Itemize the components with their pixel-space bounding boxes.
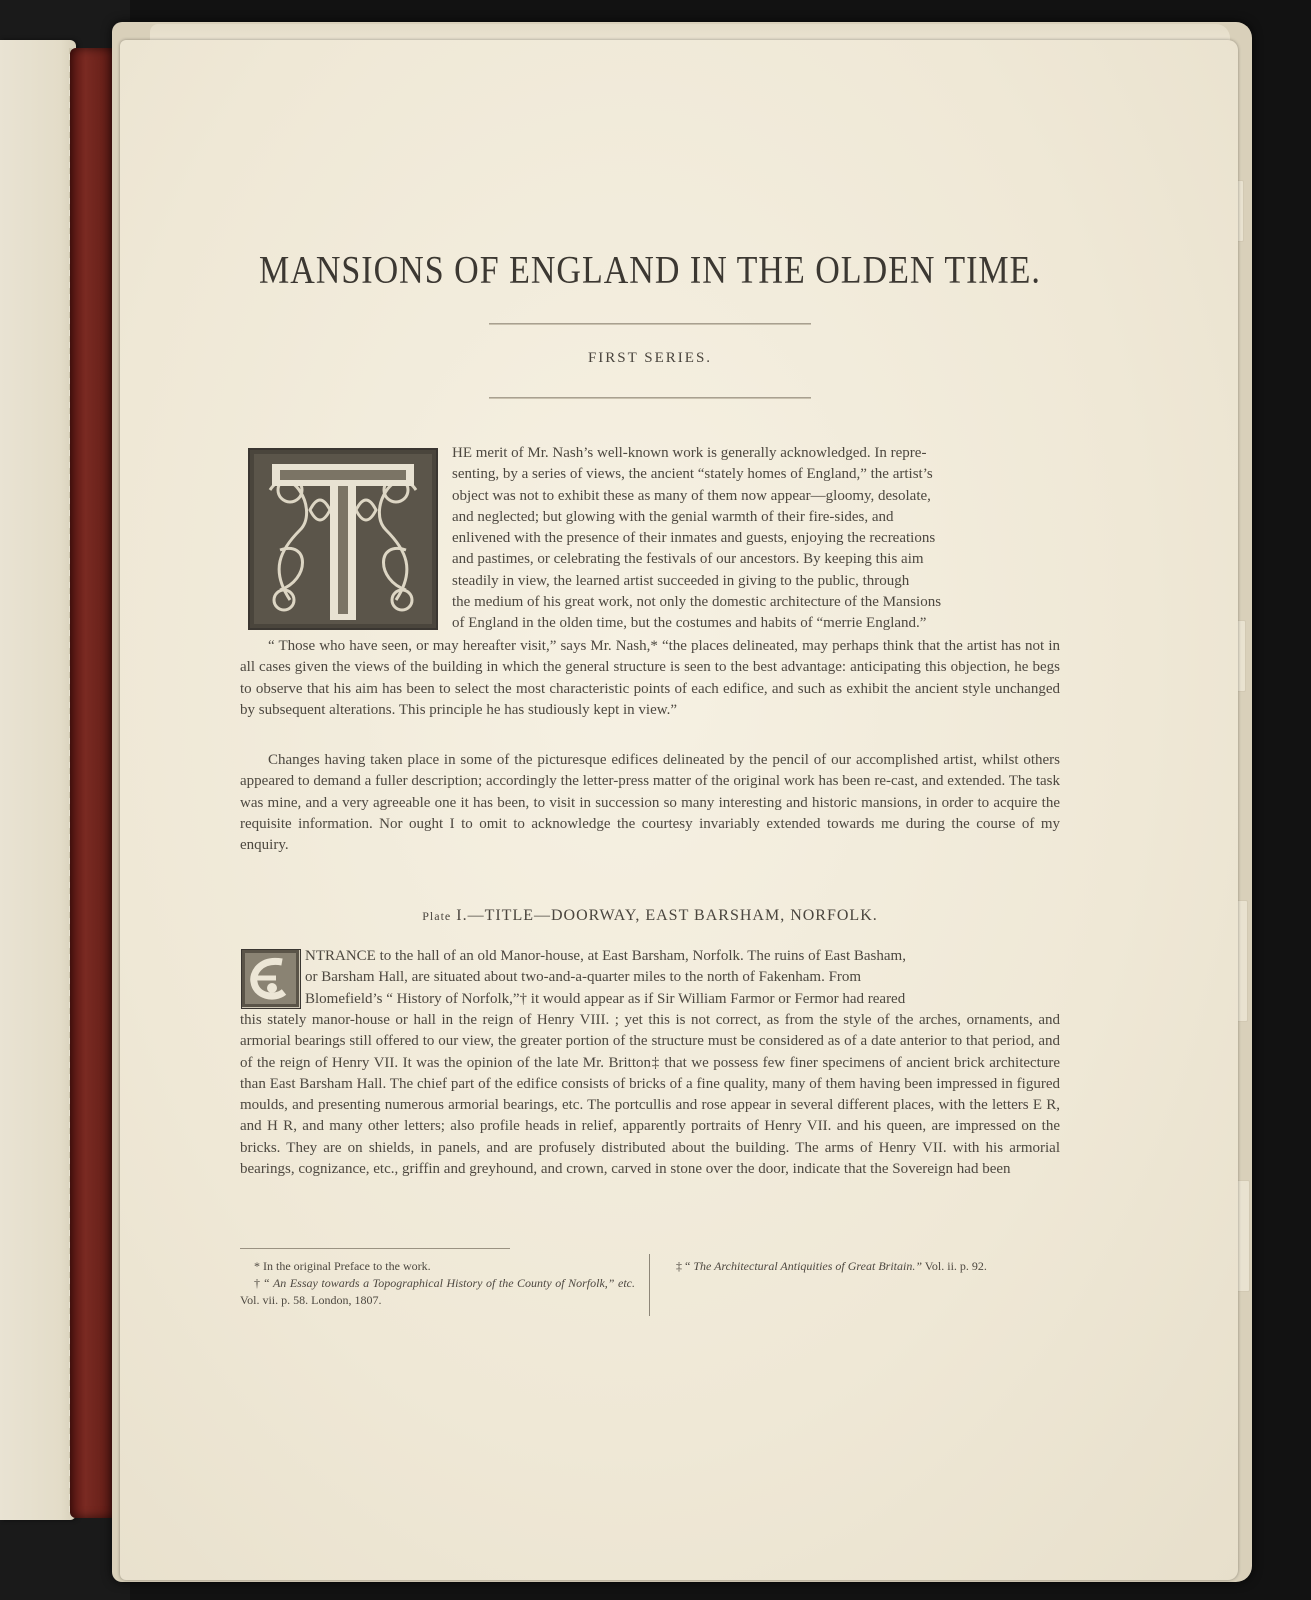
title-rule <box>489 323 811 325</box>
text-line: Blomefield’s “ History of Norfolk,”† it would appear as if Sir William Farmor or Fermor had reared <box>305 990 906 1007</box>
text-line: or Barsham Hall, are situated about two-and-a-quarter miles to the north of Fakenham. From <box>305 969 862 986</box>
changes-paragraph: Changes having taken place in some of the picturesque edifices delineated by the pencil of our accomplished artist, whilst others appeared to demand a fuller description; accordingly the letter-press matter of the original work has been re-cast, and extended. The task was mine, and a very agreeable one it has been, to visit in succession so many interesting and historic mansions, in order to acquire the requisite information. Nor ought I to omit to acknowledge the courtesy invariably extended towards me during the course of my enquiry. <box>240 752 1060 854</box>
text-line: and neglected; but glowing with the genial warmth of their fire-sides, and <box>452 508 894 525</box>
footnotes-left <box>240 1258 635 1309</box>
drop-cap-e-ornament <box>241 949 301 1009</box>
text-line: senting, by a series of views, the ancient “stately homes of England,” the artist’s <box>452 466 933 483</box>
footnotes <box>240 1258 1060 1320</box>
footnote-rule <box>240 1248 510 1249</box>
footnote-2 <box>240 1275 635 1309</box>
footnote-3-rest: Vol. ii. p. 92. <box>924 1259 987 1273</box>
letter-e-ornament-icon <box>242 950 299 1007</box>
text-line: enlivened with the presence of their inmates and guests, enjoying the recreations <box>452 530 936 547</box>
text-line: HE merit of Mr. Nash’s well-known work is generally acknowledged. In repre- <box>452 445 927 461</box>
plate-prefix: Plate <box>422 909 452 923</box>
footnote-3 <box>662 1258 1060 1275</box>
plate-paragraph: this stately manor-house or hall in the reign of Henry VIII. ; yet this is not correct, as from the style of the arches, ornaments, and armorial bearings still offered to our view, the greater portion of the structure must be considered as of a date anterior to that period, and of the reign of Henry VII. It was the opinion of the late Mr. Britton‡ that we possess few finer specimens of ancient brick architecture than East Barsham Hall. The chief part of the edifice consists of bricks of a fine quality, many of them having been impressed in figured moulds, and presenting numerous armorial bearings, etc. The portcullis and rose appear in several different places, with the letters E R, and H R, and many other letters; also profile heads in relief, apparently portraits of Henry VII. and his queen, are impressed on the bricks. They are on shields, in panels, and are profusely distributed about the building. The arms of Henry VII. with his armorial bearings, cognizance, etc., griffin and greyhound, and crown, carved in stone over the door, indicate that the Sovereign had been <box>240 1012 1060 1178</box>
intro-lines <box>452 443 1060 635</box>
plate-heading <box>240 907 1060 925</box>
text-line: of England in the olden time, but the costumes and habits of “merrie England.” <box>452 615 927 632</box>
page-title: MANSIONS OF ENGLAND IN THE OLDEN TIME. <box>259 249 1041 292</box>
text-line: NTRANCE to the hall of an old Manor-house, at East Barsham, Norfolk. The ruins of East Basham, <box>305 948 906 964</box>
floral-ornament-icon <box>250 450 436 628</box>
plate-intro-lines <box>305 946 1060 1010</box>
footnote-3-title: The Architectural Antiquities of Great Britain.” <box>693 1259 922 1273</box>
series-heading: FIRST SERIES. <box>587 350 713 366</box>
drop-cap-t-ornament <box>248 448 438 630</box>
series-rule <box>489 397 811 399</box>
text-line: the medium of his great work, not only the domestic architecture of the Mansions <box>452 594 942 611</box>
footnote-2-mark: † “ <box>254 1276 270 1290</box>
page-edge-tab <box>1236 1180 1250 1292</box>
quote-paragraph: “ Those who have seen, or may hereafter visit,” says Mr. Nash,* “the places delineated, may perhaps think that the artist has not in all cases given the views of the building in which the general structure is seen to the best advantage: anticipating this objection, he begs to observe that his aim has been to select the most characteristic points of each edifice, and such as exhibit the ancient style unchanged by subsequent alterations. This principle he has studiously kept in view.” <box>240 638 1060 718</box>
footnote-divider <box>649 1254 650 1316</box>
text-line: and pastimes, or celebrating the festivals of our ancestors. By keeping this aim <box>452 551 924 568</box>
text-line: steadily in view, the learned artist succeeded in giving to the public, through <box>452 572 910 589</box>
text-line: object was not to exhibit these as many of them now appear—gloomy, desolate, <box>452 487 931 504</box>
plate-title: I.—TITLE—DOORWAY, EAST BARSHAM, NORFOLK. <box>456 907 878 924</box>
footnote-2-title: An Essay towards a Topographical History of the County of Norfolk,” etc. <box>272 1276 635 1290</box>
left-page-edge <box>0 40 76 1520</box>
footnote-1: * In the original Preface to the work. <box>254 1259 431 1273</box>
footnote-3-mark: ‡ “ <box>676 1259 691 1273</box>
footnotes-right <box>662 1258 1060 1275</box>
footnote-2-rest: Vol. vii. p. 58. London, 1807. <box>240 1293 382 1307</box>
